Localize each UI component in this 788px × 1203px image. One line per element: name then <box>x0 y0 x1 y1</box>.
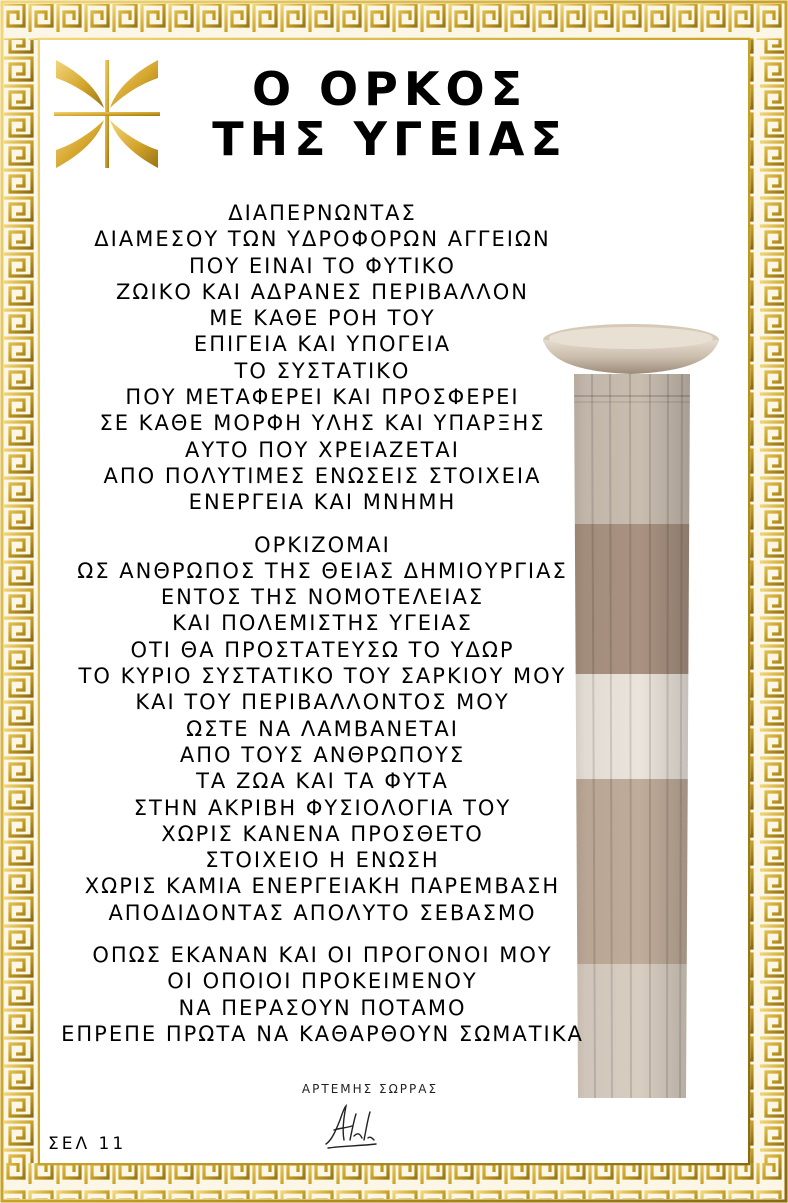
verse-line: ΟΡΚΙΖΟΜΑΙ <box>254 532 391 557</box>
verse-line: ΤΟ ΚΥΡΙΟ ΣΥΣΤΑΤΙΚΟ ΤΟΥ ΣΑΡΚΙΟΥ ΜΟΥ <box>78 664 567 689</box>
verse-line: ΠΟΥ ΜΕΤΑΦΕΡΕΙ ΚΑΙ ΠΡΟΣΦΕΡΕΙ <box>125 385 520 410</box>
verse-line: ΔΙΑΠΕΡΝΩΝΤΑΣ <box>228 201 417 225</box>
verse-line: ΟΠΩΣ ΕΚΑΝΑΝ ΚΑΙ ΟΙ ΠΡΟΓΟΝΟΙ ΜΟΥ <box>92 943 553 968</box>
verse-line: ΟΙ ΟΠΟΙΟΙ ΠΡΟΚΕΙΜΕΝΟΥ <box>167 969 478 994</box>
verse-line: ΑΠΟ ΤΟΥΣ ΑΝΘΡΩΠΟΥΣ <box>179 742 466 767</box>
verse-line: ΩΣ ΑΝΘΡΩΠΟΣ ΤΗΣ ΘΕΙΑΣ ΔΗΜΙΟΥΡΓΙΑΣ <box>77 558 568 583</box>
oath-verses <box>40 200 605 1063</box>
page-number: ΣΕΛ 11 <box>48 1134 127 1154</box>
verse-line: ΜΕ ΚΑΘΕ ΡΟΗ ΤΟΥ <box>209 306 436 331</box>
handwritten-signature <box>322 1100 378 1152</box>
verse-line: ΚΑΙ ΤΟΥ ΠΕΡΙΒΑΛΛΟΝΤΟΣ ΜΟΥ <box>135 690 510 715</box>
verse-line: ΑΠΟ ΠΟΛΥΤΙΜΕΣ ΕΝΩΣΕΙΣ ΣΤΟΙΧΕΙΑ <box>103 463 542 488</box>
author-name: ΑΡΤΕΜΗΣ ΣΩΡΡΑΣ <box>301 1082 439 1096</box>
gold-symbol-icon <box>52 56 162 172</box>
verse-line: ΩΣΤΕ ΝΑ ΛΑΜΒΑΝΕΤΑΙ <box>186 716 459 741</box>
verse-line: ΚΑΙ ΠΟΛΕΜΙΣΤΗΣ ΥΓΕΙΑΣ <box>172 611 473 636</box>
verse-line: ΣΤΗΝ ΑΚΡΙΒΗ ΦΥΣΙΟΛΟΓΙΑ ΤΟΥ <box>133 795 512 820</box>
stanza <box>40 532 605 926</box>
stanza <box>40 942 605 1047</box>
verse-line: ΕΝΕΡΓΕΙΑ ΚΑΙ ΜΝΗΜΗ <box>188 490 457 515</box>
title-line-1: Ο ΟΡΚΟΣ <box>251 62 529 116</box>
verse-line: ΧΩΡΙΣ ΚΑΝΕΝΑ ΠΡΟΣΘΕΤΟ <box>161 821 484 846</box>
verse-line: ΕΠΡΕΠΕ ΠΡΩΤΑ ΝΑ ΚΑΘΑΡΘΟΥΝ ΣΩΜΑΤΙΚΑ <box>61 1021 584 1046</box>
verse-line: ΧΩΡΙΣ ΚΑΜΙΑ ΕΝΕΡΓΕΙΑΚΗ ΠΑΡΕΜΒΑΣΗ <box>84 874 561 899</box>
title-line-2: ΤΗΣ ΥΓΕΙΑΣ <box>212 112 568 166</box>
verse-line: ΤΑ ΖΩΑ ΚΑΙ ΤΑ ΦΥΤΑ <box>196 769 449 794</box>
verse-line: ΤΟ ΣΥΣΤΑΤΙΚΟ <box>234 358 411 383</box>
verse-line: ΣΤΟΙΧΕΙΟ Η ΕΝΩΣΗ <box>205 848 440 873</box>
verse-line: ΕΠΙΓΕΙΑ ΚΑΙ ΥΠΟΓΕΙΑ <box>193 332 452 357</box>
stanza <box>40 200 605 516</box>
verse-line: ΔΙΑΜΕΣΟΥ ΤΩΝ ΥΔΡΟΦΟΡΩΝ ΑΓΓΕΙΩΝ <box>94 227 551 252</box>
verse-line: ΣΕ ΚΑΘΕ ΜΟΡΦΗ ΥΛΗΣ ΚΑΙ ΥΠΑΡΞΗΣ <box>99 411 546 436</box>
verse-line: ΟΤΙ ΘΑ ΠΡΟΣΤΑΤΕΥΣΩ ΤΟ ΥΔΩΡ <box>130 637 515 662</box>
verse-line: ΑΥΤΟ ΠΟΥ ΧΡΕΙΑΖΕΤΑΙ <box>185 437 460 462</box>
verse-line: ΖΩΙΚΟ ΚΑΙ ΑΔΡΑΝΕΣ ΠΕΡΙΒΑΛΛΟΝ <box>116 279 529 304</box>
verse-line: ΝΑ ΠΕΡΑΣΟΥΝ ΠΟΤΑΜΟ <box>178 995 467 1020</box>
verse-line: ΑΠΟΔΙΔΟΝΤΑΣ ΑΠΟΛΥΤΟ ΣΕΒΑΣΜΟ <box>108 900 537 925</box>
verse-line: ΠΟΥ ΕΙΝΑΙ ΤΟ ΦΥΤΙΚΟ <box>189 253 456 278</box>
verse-line: ΕΝΤΟΣ ΤΗΣ ΝΟΜΟΤΕΛΕΙΑΣ <box>160 585 485 610</box>
